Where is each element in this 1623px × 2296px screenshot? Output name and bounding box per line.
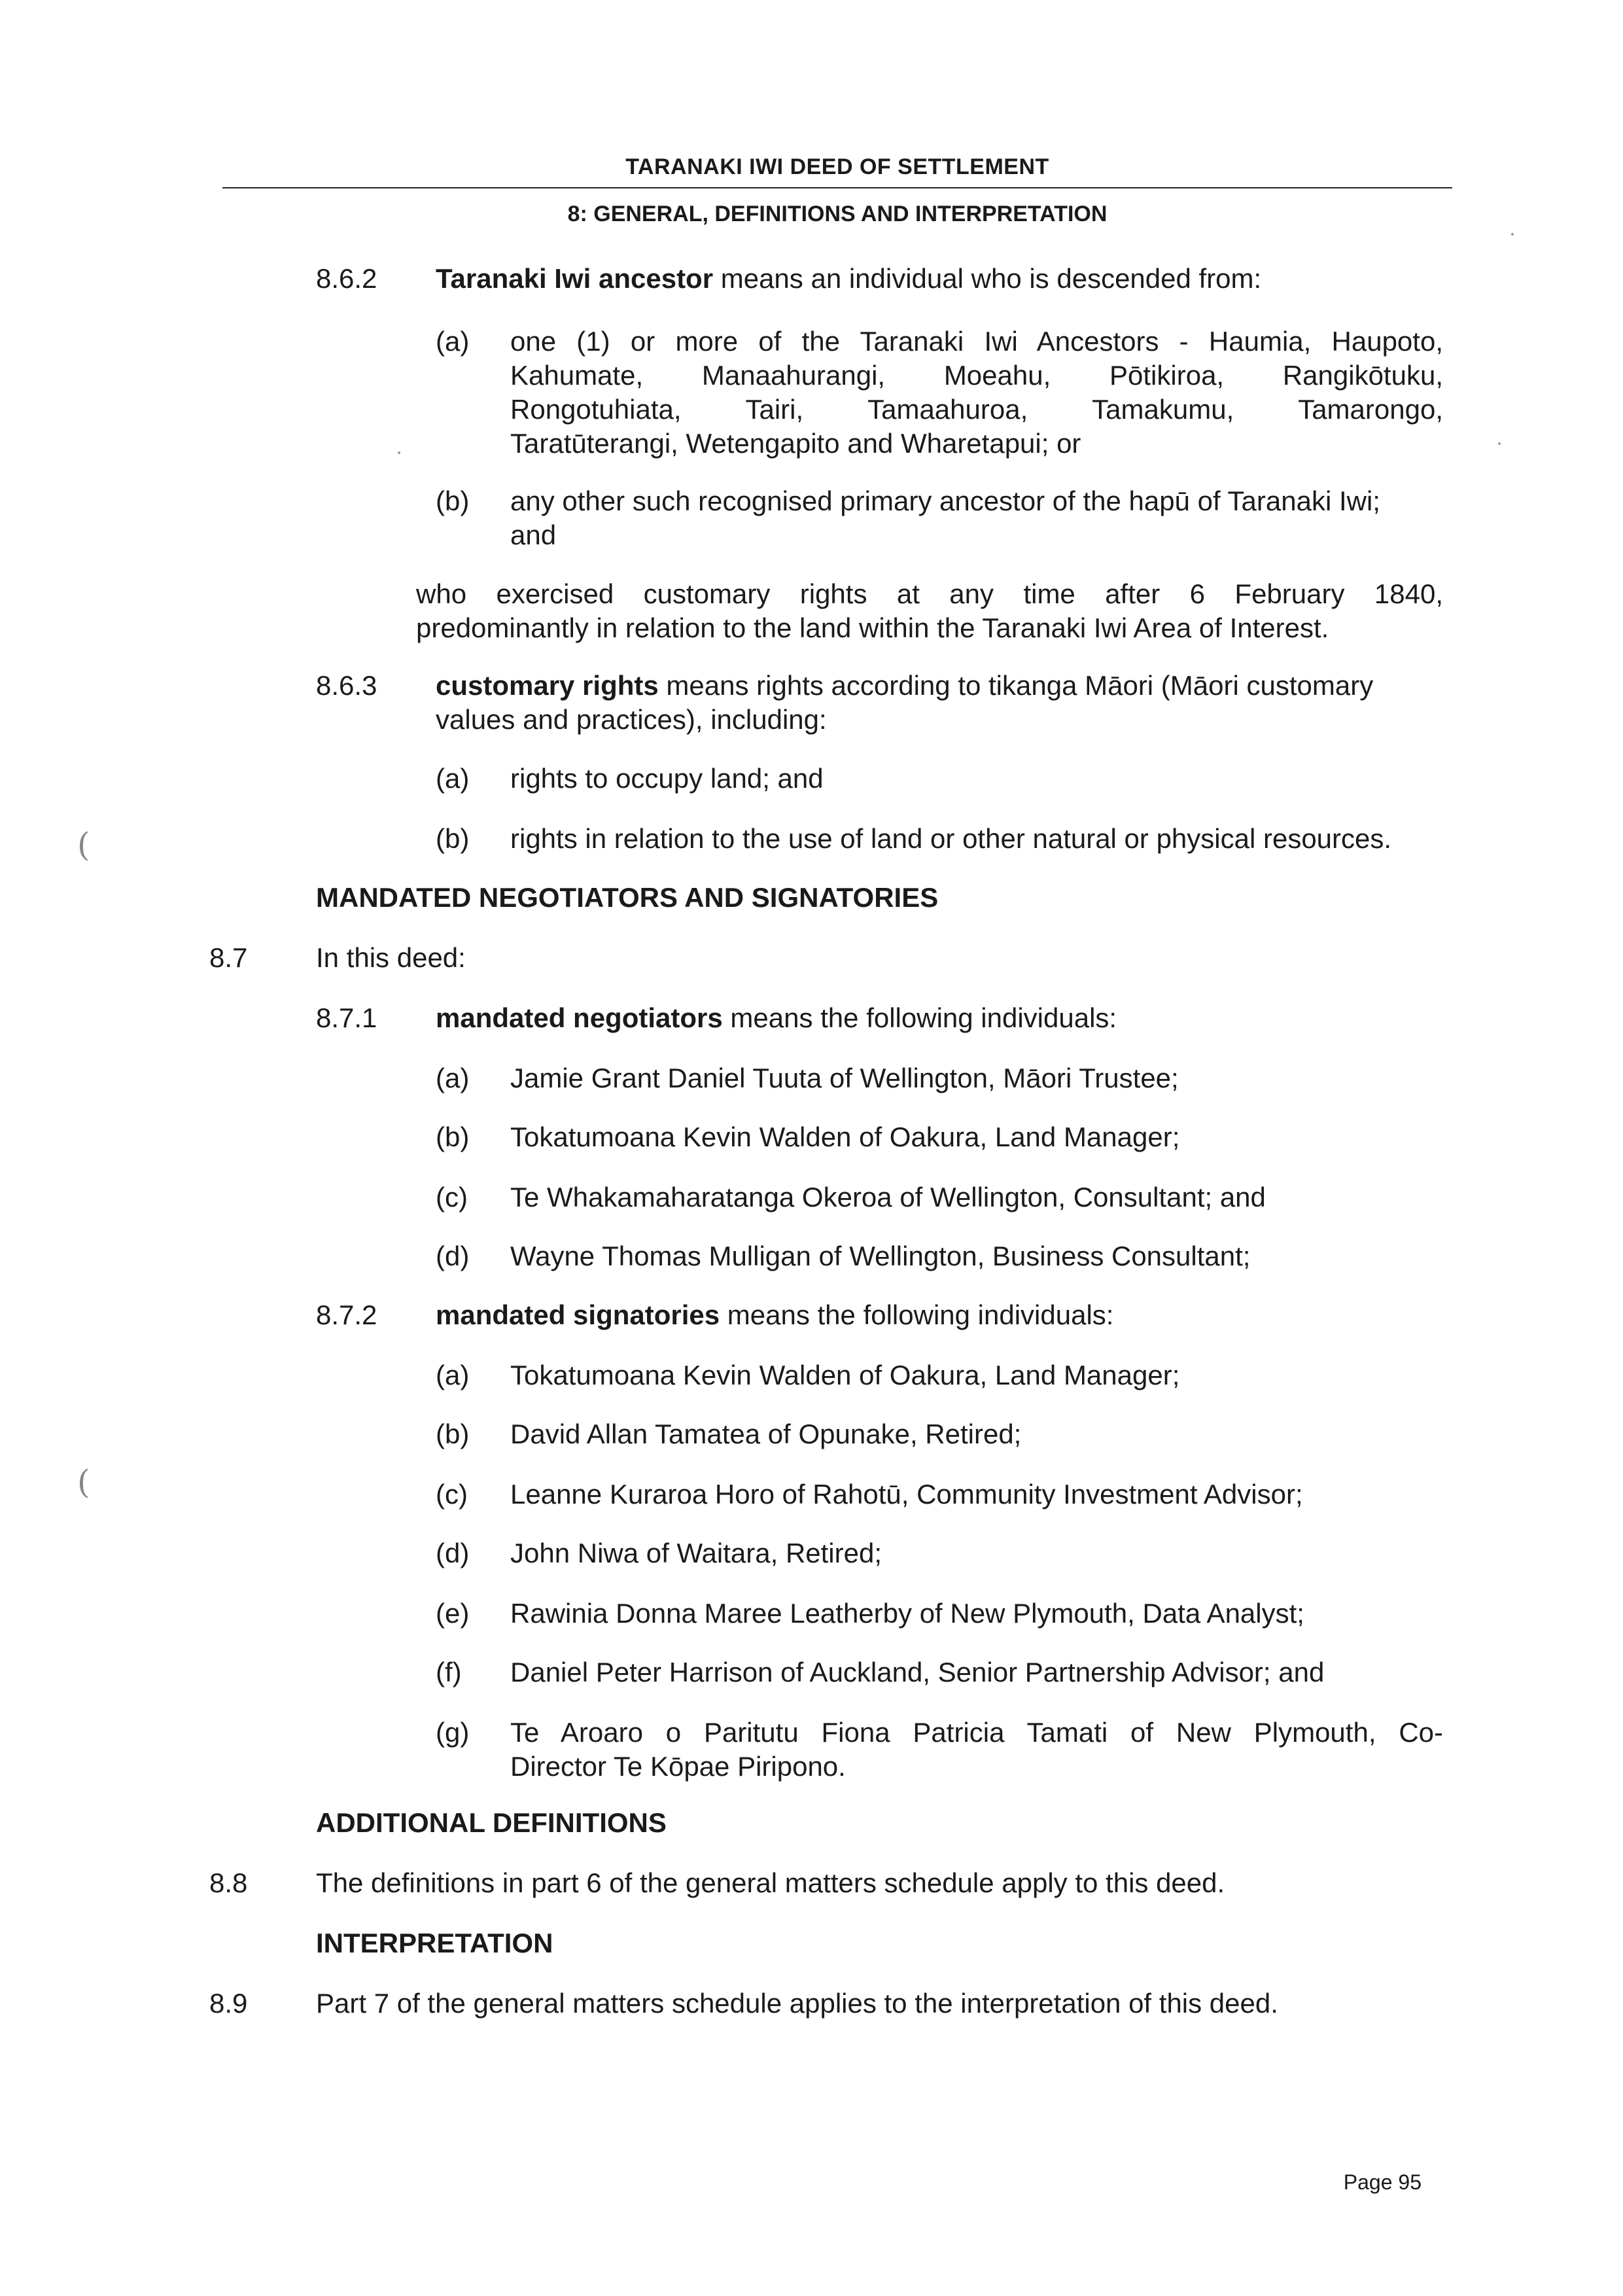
clause-text: Part 7 of the general matters schedule applies to the interpretation of this deed. bbox=[316, 1988, 1278, 2019]
clause-number: 8.7.2 bbox=[316, 1299, 377, 1330]
item-label: (a) bbox=[436, 763, 470, 794]
text-line: and bbox=[510, 520, 557, 550]
item-label: (b) bbox=[436, 1419, 470, 1449]
item-label: (b) bbox=[436, 486, 470, 516]
item-label: (f) bbox=[436, 1657, 462, 1687]
list-item: Tokatumoana Kevin Walden of Oakura, Land Manager; bbox=[510, 1360, 1180, 1390]
item-label: (b) bbox=[436, 823, 470, 854]
list-item: Tokatumoana Kevin Walden of Oakura, Land Manager; bbox=[510, 1122, 1180, 1152]
text-line: predominantly in relation to the land within the Taranaki Iwi Area of Interest. bbox=[416, 612, 1329, 643]
clause-number: 8.7.1 bbox=[316, 1002, 377, 1033]
text-line: one (1) or more of the Taranaki Iwi Ancestors - Haumia, Haupoto, bbox=[510, 326, 1443, 357]
item-label: (g) bbox=[436, 1717, 470, 1748]
defined-term: customary rights bbox=[436, 670, 659, 701]
definition-text: means rights according to tikanga Māori (Māori customary bbox=[658, 670, 1374, 701]
list-item: rights to occupy land; and bbox=[510, 763, 824, 794]
text-line: any other such recognised primary ancestor of the hapū of Taranaki Iwi; bbox=[510, 486, 1380, 516]
item-label: (a) bbox=[436, 1360, 470, 1390]
clause-text: The definitions in part 6 of the general matters schedule apply to this deed. bbox=[316, 1867, 1225, 1898]
section-heading: INTERPRETATION bbox=[316, 1928, 553, 1958]
defined-term: mandated signatories bbox=[436, 1299, 720, 1330]
item-label: (e) bbox=[436, 1598, 470, 1629]
clause-text bbox=[436, 669, 1443, 737]
item-label: (d) bbox=[436, 1241, 470, 1271]
clause-number: 8.7 bbox=[209, 942, 248, 973]
list-item: Wayne Thomas Mulligan of Wellington, Business Consultant; bbox=[510, 1241, 1251, 1271]
section-heading: ADDITIONAL DEFINITIONS bbox=[316, 1807, 667, 1838]
text-line: Director Te Kōpae Piripono. bbox=[510, 1751, 846, 1782]
list-item: Leanne Kuraroa Horo of Rahotū, Community Investment Advisor; bbox=[510, 1479, 1303, 1510]
text-line: Kahumate, Manaahurangi, Moeahu, Pōtikiroa, Rangikōtuku, bbox=[510, 360, 1443, 391]
scan-speck bbox=[1511, 233, 1514, 236]
list-item: John Niwa of Waitara, Retired; bbox=[510, 1538, 882, 1568]
document-title: TARANAKI IWI DEED OF SETTLEMENT bbox=[625, 154, 1049, 179]
page-number: Page 95 bbox=[1343, 2170, 1422, 2194]
clause-number: 8.6.2 bbox=[316, 263, 377, 294]
scan-speck bbox=[398, 451, 400, 454]
definition-text: means the following individuals: bbox=[720, 1299, 1114, 1330]
text-line: values and practices), including: bbox=[436, 704, 827, 735]
list-item: Te Whakamaharatanga Okeroa of Wellington, Consultant; and bbox=[510, 1182, 1266, 1212]
item-label: (d) bbox=[436, 1538, 470, 1568]
list-item bbox=[510, 484, 1443, 552]
list-item: Rawinia Donna Maree Leatherby of New Plymouth, Data Analyst; bbox=[510, 1598, 1304, 1629]
defined-term: mandated negotiators bbox=[436, 1002, 723, 1033]
item-label: (c) bbox=[436, 1182, 468, 1212]
list-item: Jamie Grant Daniel Tuuta of Wellington, Māori Trustee; bbox=[510, 1063, 1179, 1093]
scan-bracket-mark: ( bbox=[77, 826, 90, 864]
list-item bbox=[510, 1716, 1443, 1784]
item-label: (b) bbox=[436, 1122, 470, 1152]
section-subtitle: 8: GENERAL, DEFINITIONS AND INTERPRETATION bbox=[567, 202, 1108, 226]
defined-term: Taranaki Iwi ancestor bbox=[436, 263, 714, 294]
clause-number: 8.8 bbox=[209, 1867, 248, 1898]
item-label: (c) bbox=[436, 1479, 468, 1510]
list-item: Daniel Peter Harrison of Auckland, Senior Partnership Advisor; and bbox=[510, 1657, 1325, 1687]
list-item: David Allan Tamatea of Opunake, Retired; bbox=[510, 1419, 1022, 1449]
clause-number: 8.9 bbox=[209, 1988, 248, 2019]
list-item: rights in relation to the use of land or other natural or physical resources. bbox=[510, 823, 1392, 854]
header-rule bbox=[222, 187, 1452, 188]
text-line: who exercised customary rights at any time after 6 February 1840, bbox=[416, 578, 1443, 609]
text-line: Taratūterangi, Wetengapito and Wharetapui; or bbox=[510, 428, 1081, 459]
clause-number: 8.6.3 bbox=[316, 670, 377, 701]
clause-text: In this deed: bbox=[316, 942, 466, 973]
list-item bbox=[510, 325, 1443, 461]
clause-text bbox=[436, 1298, 1443, 1332]
item-label: (a) bbox=[436, 326, 470, 357]
item-label: (a) bbox=[436, 1063, 470, 1093]
clause-text bbox=[436, 262, 1443, 296]
section-heading: MANDATED NEGOTIATORS AND SIGNATORIES bbox=[316, 882, 939, 913]
scan-speck bbox=[1498, 442, 1501, 445]
scan-bracket-mark: ( bbox=[77, 1463, 90, 1501]
continuation-paragraph bbox=[416, 577, 1443, 645]
clause-text bbox=[436, 1001, 1443, 1035]
definition-text: means the following individuals: bbox=[722, 1002, 1117, 1033]
text-line: Te Aroaro o Paritutu Fiona Patricia Tamati of New Plymouth, Co- bbox=[510, 1717, 1443, 1748]
definition-text: means an individual who is descended from: bbox=[713, 263, 1262, 294]
text-line: Rongotuhiata, Tairi, Tamaahuroa, Tamakumu, Tamarongo, bbox=[510, 394, 1443, 425]
